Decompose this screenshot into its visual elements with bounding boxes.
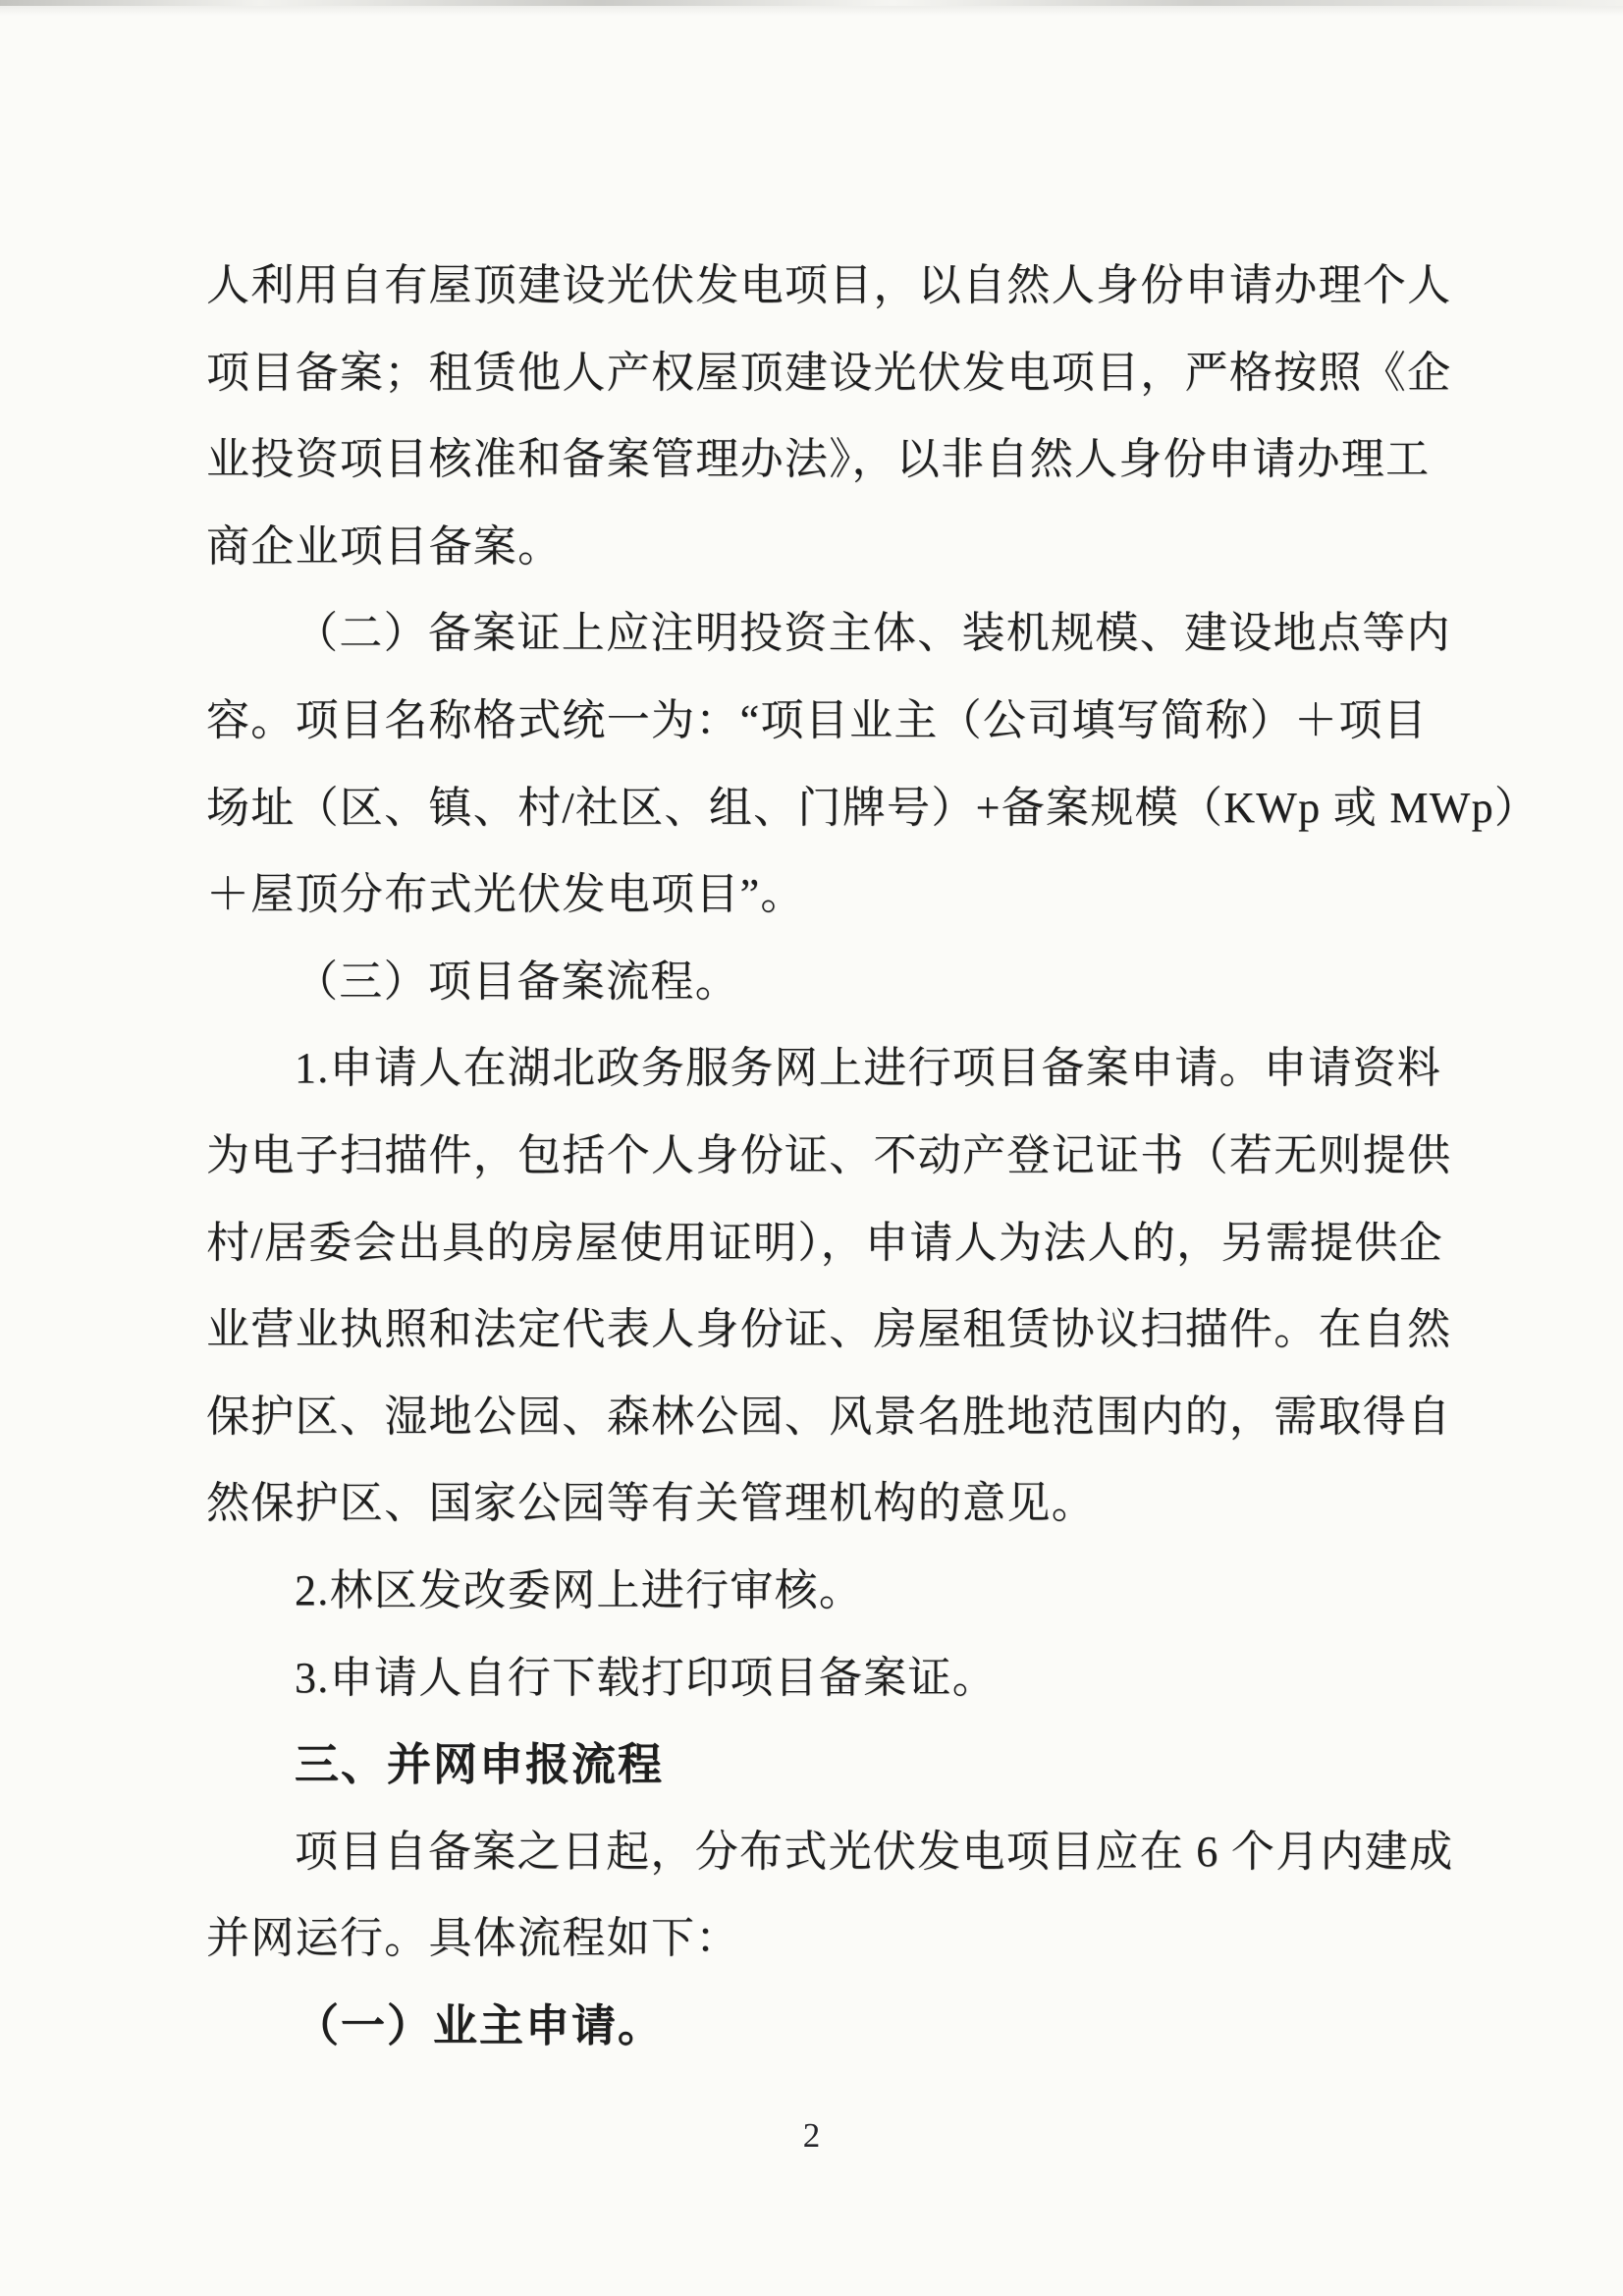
heading-line: （一）业主申请。	[295, 1999, 665, 2050]
page-number: 2	[802, 2116, 821, 2155]
scan-artifact-top-fade	[0, 6, 1623, 16]
text-line: 人利用自有屋顶建设光伏发电项目，以自然人身份申请办理个人	[206, 261, 1452, 309]
text-line: 3.申请人自行下载打印项目备案证。	[295, 1653, 998, 1702]
text-line: 场址（区、镇、村/社区、组、门牌号）+备案规模（KWp 或 MWp）	[206, 783, 1540, 832]
text-line: 业营业执照和法定代表人身份证、房屋租赁协议扫描件。在自然	[206, 1305, 1452, 1354]
text-line: 容。项目名称格式统一为：“项目业主（公司填写简称）＋项目	[206, 695, 1428, 744]
text-line: 为电子扫描件，包括个人身份证、不动产登记证书（若无则提供	[206, 1130, 1452, 1179]
text-line: ＋屋顶分布式光伏发电项目”。	[206, 870, 805, 919]
text-line: 1.申请人在湖北政务服务网上进行项目备案申请。申请资料	[295, 1044, 1442, 1093]
text-line: 然保护区、国家公园等有关管理机构的意见。	[206, 1479, 1096, 1528]
text-line: 保护区、湿地公园、森林公园、风景名胜地范围内的，需取得自	[206, 1392, 1452, 1441]
text-line: 商企业项目备案。	[206, 521, 563, 571]
text-line: 并网运行。具体流程如下：	[206, 1914, 740, 1963]
text-line: 2.林区发改委网上进行审核。	[295, 1565, 864, 1614]
text-line: 业投资项目核准和备案管理办法》，以非自然人身份申请办理工	[206, 435, 1431, 484]
text-line: 项目自备案之日起，分布式光伏发电项目应在 6 个月内建成	[295, 1827, 1454, 1876]
text-line: （二）备案证上应注明投资主体、装机规模、建设地点等内	[295, 609, 1451, 658]
heading-line: 三、并网申报流程	[295, 1739, 665, 1790]
text-line: 项目备案；租赁他人产权屋顶建设光伏发电项目，严格按照《企	[206, 348, 1452, 397]
text-line: 村/居委会出具的房屋使用证明），申请人为法人的，另需提供企	[206, 1218, 1443, 1267]
text-line: （三）项目备案流程。	[295, 957, 739, 1006]
document-body	[206, 243, 1540, 2069]
